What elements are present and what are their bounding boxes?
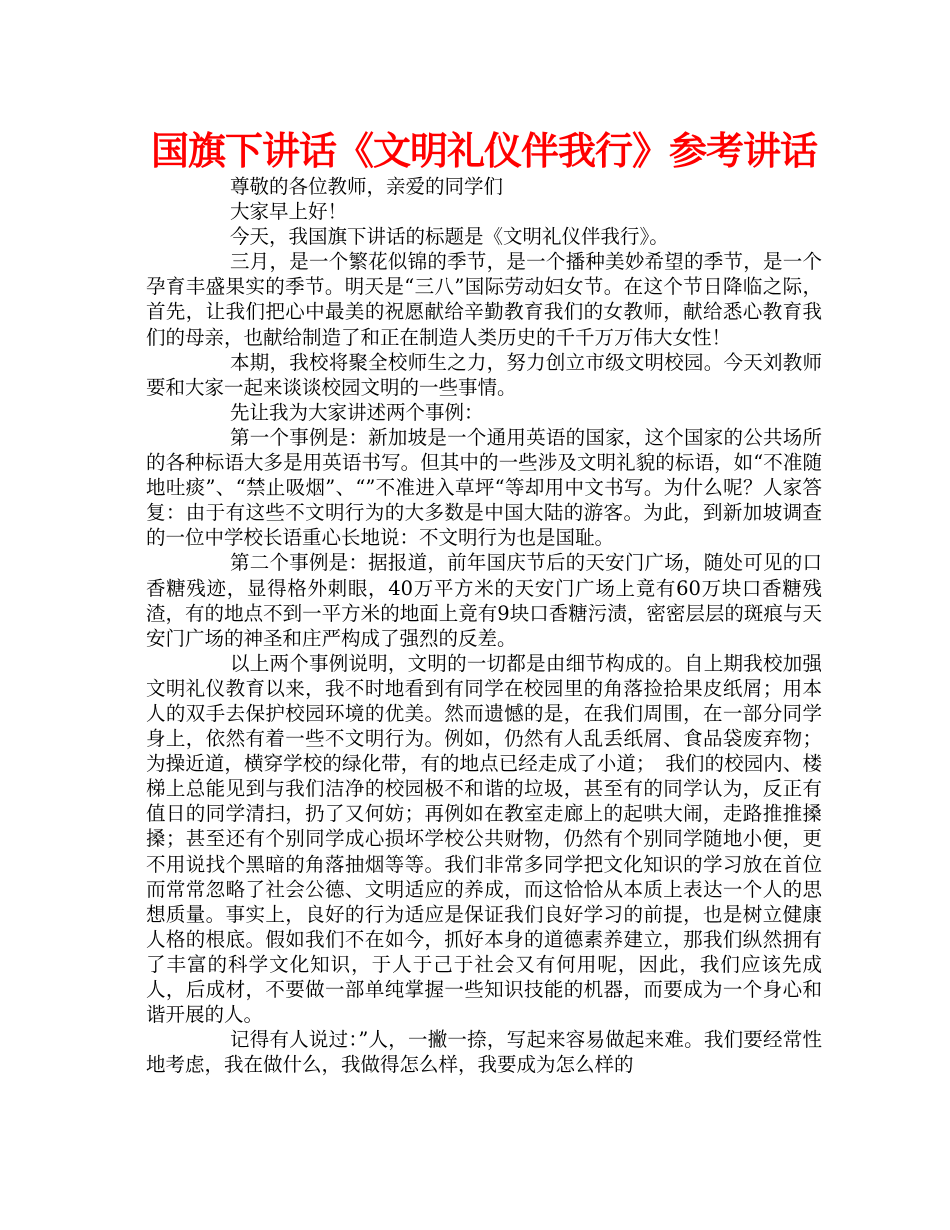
document-body (146, 174, 822, 1077)
paragraph-march: 三月，是一个繁花似锦的季节，是一个播种美妙希望的季节，是一个孕育丰盛果实的季节。明天是“三八”国际劳动妇女节。在这个节日降临之际，首先，让我们把心中最美的祝愿献给辛勤教育我们的女教师，献给悉心教育我们的母亲，也献给制造了和正在制造人类历史的千千万万伟大女性！ (146, 250, 822, 349)
paragraph-greeting: 大家早上好！ (230, 200, 348, 224)
paragraph-analysis: 以上两个事例说明，文明的一切都是由细节构成的。自上期我校加强文明礼仪教育以来，我不时地看到有同学在校园里的角落捡拾果皮纸屑；用本人的双手去保护校园环境的优美。然而遗憾的是，在我们周围，在一部分同学身上，依然有着一些不文明行为。例如，仍然有人乱丢纸屑、食品袋废弃物；为操近道，横穿学校的绿化带，有的地点已经走成了小道； 我们的校园内、楼梯上总能见到与我们洁净的校园极不和谐的垃圾，甚至有的同学认为，反正有值日的同学清扫，扔了又何妨；再例如在教室走廊上的起哄大闹，走路推推搡搡；甚至还有个别同学成心损坏学校公共财物，仍然有个别同学随地小便，更不用说找个黑暗的角落抽烟等等。我们非常多同学把文化知识的学习放在首位而常常忽略了社会公德、文明适应的养成，而这恰恰从本质上表达一个人的思想质量。事实上，良好的行为适应是保证我们良好学习的前提，也是树立健康人格的根底。假如我们不在如今，抓好本身的道德素养建立，那我们纵然拥有了丰富的科学文化知识，于人于己于社会又有何用呢，因此，我们应该先成人，后成材，不要做一部单纯掌握一些知识技能的机器，而要成为一个身心和谐开展的人。 (146, 651, 822, 1027)
paragraph-salutation: 尊敬的各位教师，亲爱的同学们 (230, 175, 504, 198)
document-page (146, 128, 822, 1077)
paragraph-quote: 记得有人说过：”人，一撇一捺，写起来容易做起来难。我们要经常性地考虑，我在做什么，我做得怎么样，我要成为怎么样的 (146, 1028, 822, 1077)
paragraph-campus: 本期，我校将聚全校师生之力，努力创立市级文明校园。今天刘教师要和大家一起来谈谈校园文明的一些事情。 (146, 350, 822, 399)
paragraph-topic: 今天，我国旗下讲话的标题是《文明礼仪伴我行》。 (230, 225, 669, 249)
paragraph-example-one: 第一个事例是：新加坡是一个通用英语的国家，这个国家的公共场所的各种标语大多是用英语书写。但其中的一些涉及文明礼貌的标语，如“不准随地吐痰”、“禁止吸烟”、“”不准进入草坪“等却用中文书写。为什么呢？人家答复：由于有这些不文明行为的大多数是中国大陆的游客。为此，到新加坡调查的一位中学校长语重心长地说：不文明行为也是国耻。 (146, 425, 822, 550)
paragraph-intro-examples: 先让我为大家讲述两个事例： (230, 400, 484, 424)
paragraph-example-two: 第二个事例是：据报道，前年国庆节后的天安门广场，随处可见的口香糖残迹，显得格外刺眼，40万平方米的天安门广场上竟有60万块口香糖残渣，有的地点不到一平方米的地面上竟有9块口香糖污渍，密密层层的斑痕与天安门广场的神圣和庄严构成了强烈的反差。 (146, 551, 822, 650)
document-title: 国旗下讲话《文明礼仪伴我行》参考讲话 (150, 129, 817, 173)
